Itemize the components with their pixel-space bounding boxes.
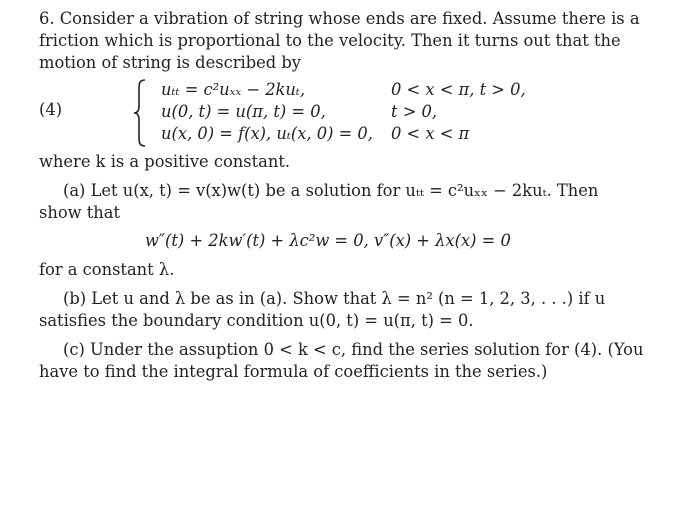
initial-domain: 0 < x < π	[391, 124, 470, 143]
intro-line: friction which is proportional to the velocity. Then it turns out that the	[39, 31, 621, 50]
part-c-line: (c) Under the assuption 0 < k < c, find the series solution for (4). (You	[63, 340, 644, 359]
part-a-line: (a) Let u(x, t) = v(x)w(t) be a solution for uₜₜ = c²uₓₓ − 2kuₜ. Then	[63, 181, 599, 200]
pde-equation: uₜₜ = c²uₓₓ − 2kuₜ,	[161, 80, 306, 99]
problem-intro	[39, 8, 639, 74]
intro-line: motion of string is described by	[39, 53, 301, 72]
where-text: where k is a positive constant.	[39, 152, 291, 171]
part-b-line: (b) Let u and λ be as in (a). Show that λ = n² (n = 1, 2, 3, . . .) if u	[63, 289, 606, 308]
part-a	[39, 180, 639, 224]
part-c-line: have to find the integral formula of coefficients in the series.)	[39, 362, 548, 381]
part-c	[39, 339, 644, 383]
intro-line: 6. Consider a vibration of string whose ends are fixed. Assume there is a	[39, 9, 640, 28]
part-a-display-equation: w″(t) + 2kw′(t) + λc²w = 0, v″(x) + λx(x) = 0	[145, 231, 511, 250]
constant-text: for a constant λ.	[39, 260, 175, 279]
boundary-domain: t > 0,	[391, 102, 438, 121]
pde-domain: 0 < x < π, t > 0,	[391, 80, 526, 99]
equation-system	[39, 78, 639, 150]
part-b	[39, 288, 639, 332]
left-brace	[131, 78, 149, 148]
part-b-line: satisfies the boundary condition u(0, t) = u(π, t) = 0.	[39, 311, 474, 330]
constant-clause	[39, 259, 639, 281]
boundary-condition: u(0, t) = u(π, t) = 0,	[161, 102, 326, 121]
part-a-line: show that	[39, 203, 121, 222]
equation-number: (4)	[39, 100, 63, 119]
where-clause	[39, 151, 639, 173]
initial-condition: u(x, 0) = f(x), uₜ(x, 0) = 0,	[161, 124, 373, 143]
